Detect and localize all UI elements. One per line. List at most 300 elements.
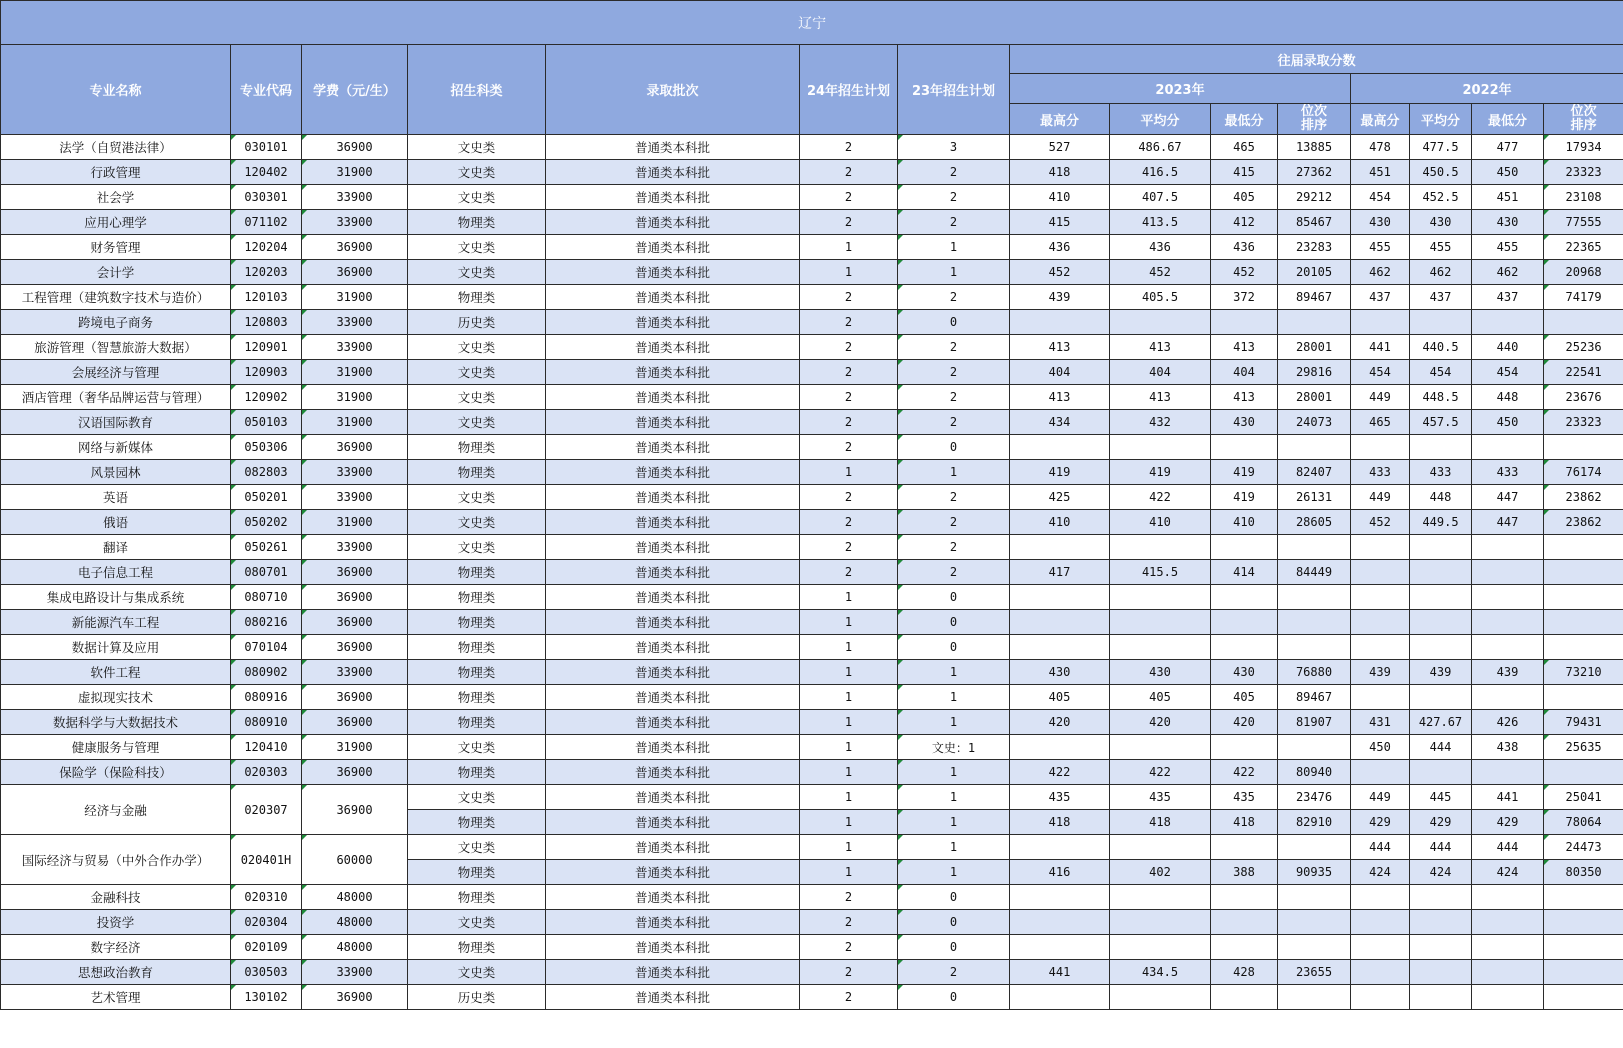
avg-2023-cell: 415.5 <box>1110 560 1211 585</box>
rank-2022-cell: 23862 <box>1544 510 1623 535</box>
tuition-cell: 36900 <box>302 235 408 260</box>
category-cell: 物理类 <box>408 610 546 635</box>
rank-2023-cell: 82407 <box>1278 460 1351 485</box>
avg-2023-cell <box>1110 610 1211 635</box>
plan-23-cell: 0 <box>898 435 1010 460</box>
rank-2022-cell <box>1544 635 1623 660</box>
avg-2022-cell: 440.5 <box>1410 335 1472 360</box>
max-2022-cell: 449 <box>1351 785 1410 810</box>
avg-2022-cell <box>1410 685 1472 710</box>
min-2022-cell: 454 <box>1472 360 1544 385</box>
min-2023-cell <box>1211 535 1278 560</box>
plan-24-cell: 1 <box>800 810 898 835</box>
rank-2022-cell <box>1544 610 1623 635</box>
rank-2023-cell <box>1278 635 1351 660</box>
avg-2022-cell: 424 <box>1410 860 1472 885</box>
min-2023-cell: 422 <box>1211 760 1278 785</box>
major-name-cell: 财务管理 <box>1 235 231 260</box>
max-2023-cell <box>1010 885 1110 910</box>
avg-2023-cell: 434.5 <box>1110 960 1211 985</box>
max-2022-cell: 452 <box>1351 510 1410 535</box>
major-code-cell: 120402 <box>231 160 302 185</box>
avg-2023-cell <box>1110 985 1211 1010</box>
category-cell: 文史类 <box>408 260 546 285</box>
plan-23-cell: 1 <box>898 860 1010 885</box>
batch-cell: 普通类本科批 <box>546 710 800 735</box>
major-code-cell: 080910 <box>231 710 302 735</box>
rank-2023-cell: 28001 <box>1278 385 1351 410</box>
min-2023-cell <box>1211 985 1278 1010</box>
plan-24-cell: 2 <box>800 185 898 210</box>
min-2023-cell: 388 <box>1211 860 1278 885</box>
batch-cell: 普通类本科批 <box>546 235 800 260</box>
table-header <box>1 1 1623 135</box>
batch-cell: 普通类本科批 <box>546 435 800 460</box>
table-row <box>1 235 1623 260</box>
major-code-cell: 120902 <box>231 385 302 410</box>
max-2022-cell: 462 <box>1351 260 1410 285</box>
tuition-cell: 48000 <box>302 935 408 960</box>
avg-2023-cell: 420 <box>1110 710 1211 735</box>
rank-2023-cell: 85467 <box>1278 210 1351 235</box>
table-row <box>1 335 1623 360</box>
header-max-2022: 最高分 <box>1351 104 1410 135</box>
rank-2023-cell <box>1278 310 1351 335</box>
avg-2023-cell <box>1110 735 1211 760</box>
rank-2023-cell <box>1278 835 1351 860</box>
header-plan-23: 23年招生计划 <box>898 45 1010 135</box>
batch-cell: 普通类本科批 <box>546 635 800 660</box>
plan-23-cell: 1 <box>898 785 1010 810</box>
avg-2023-cell: 422 <box>1110 485 1211 510</box>
max-2022-cell: 478 <box>1351 135 1410 160</box>
avg-2022-cell: 429 <box>1410 810 1472 835</box>
major-code-cell: 020304 <box>231 910 302 935</box>
batch-cell: 普通类本科批 <box>546 410 800 435</box>
max-2022-cell <box>1351 960 1410 985</box>
rank-2023-cell: 27362 <box>1278 160 1351 185</box>
major-code-cell: 080216 <box>231 610 302 635</box>
tuition-cell: 33900 <box>302 960 408 985</box>
plan-23-cell: 2 <box>898 185 1010 210</box>
rank-label-line1: 位次 <box>1300 104 1327 119</box>
max-2022-cell: 439 <box>1351 660 1410 685</box>
header-year-2023: 2023年 <box>1010 74 1351 104</box>
major-name-cell: 社会学 <box>1 185 231 210</box>
batch-cell: 普通类本科批 <box>546 835 800 860</box>
max-2023-cell <box>1010 435 1110 460</box>
major-code-cell: 070104 <box>231 635 302 660</box>
rank-2022-cell <box>1544 910 1623 935</box>
plan-23-cell: 1 <box>898 685 1010 710</box>
min-2022-cell <box>1472 435 1544 460</box>
major-name-cell: 网络与新媒体 <box>1 435 231 460</box>
max-2022-cell: 433 <box>1351 460 1410 485</box>
category-cell: 文史类 <box>408 485 546 510</box>
table-row <box>1 660 1623 685</box>
batch-cell: 普通类本科批 <box>546 360 800 385</box>
avg-2023-cell: 432 <box>1110 410 1211 435</box>
avg-2022-cell <box>1410 935 1472 960</box>
rank-2023-cell: 29816 <box>1278 360 1351 385</box>
rank-2022-cell <box>1544 310 1623 335</box>
header-year-2022: 2022年 <box>1351 74 1623 104</box>
min-2023-cell: 428 <box>1211 960 1278 985</box>
rank-2022-cell: 22365 <box>1544 235 1623 260</box>
rank-2022-cell: 23323 <box>1544 410 1623 435</box>
major-code-cell: 130102 <box>231 985 302 1010</box>
rank-2023-cell <box>1278 910 1351 935</box>
plan-24-cell: 2 <box>800 210 898 235</box>
category-cell: 历史类 <box>408 310 546 335</box>
tuition-cell: 31900 <box>302 510 408 535</box>
plan-23-cell: 2 <box>898 160 1010 185</box>
major-code-cell: 120203 <box>231 260 302 285</box>
min-2023-cell <box>1211 835 1278 860</box>
table-row <box>1 560 1623 585</box>
tuition-cell: 33900 <box>302 335 408 360</box>
plan-24-cell: 1 <box>800 860 898 885</box>
rank-2023-cell: 23655 <box>1278 960 1351 985</box>
batch-cell: 普通类本科批 <box>546 160 800 185</box>
batch-cell: 普通类本科批 <box>546 535 800 560</box>
max-2023-cell <box>1010 535 1110 560</box>
rank-2023-cell: 89467 <box>1278 685 1351 710</box>
major-code-cell: 120103 <box>231 285 302 310</box>
avg-2022-cell <box>1410 310 1472 335</box>
tuition-cell: 36900 <box>302 135 408 160</box>
batch-cell: 普通类本科批 <box>546 185 800 210</box>
min-2022-cell: 444 <box>1472 835 1544 860</box>
min-2023-cell: 419 <box>1211 485 1278 510</box>
tuition-cell: 31900 <box>302 385 408 410</box>
min-2022-cell: 448 <box>1472 385 1544 410</box>
max-2023-cell <box>1010 310 1110 335</box>
major-code-cell: 030503 <box>231 960 302 985</box>
category-cell: 文史类 <box>408 335 546 360</box>
major-name-cell: 汉语国际教育 <box>1 410 231 435</box>
max-2023-cell <box>1010 910 1110 935</box>
min-2022-cell: 424 <box>1472 860 1544 885</box>
tuition-cell: 31900 <box>302 285 408 310</box>
batch-cell: 普通类本科批 <box>546 210 800 235</box>
batch-cell: 普通类本科批 <box>546 385 800 410</box>
tuition-cell: 36900 <box>302 435 408 460</box>
table-row <box>1 585 1623 610</box>
avg-2022-cell: 454 <box>1410 360 1472 385</box>
province-title: 辽宁 <box>1 1 1623 45</box>
batch-cell: 普通类本科批 <box>546 960 800 985</box>
tuition-cell: 33900 <box>302 185 408 210</box>
max-2023-cell: 416 <box>1010 860 1110 885</box>
plan-24-cell: 2 <box>800 310 898 335</box>
max-2023-cell: 452 <box>1010 260 1110 285</box>
major-code-cell: 020307 <box>231 785 302 835</box>
max-2022-cell: 424 <box>1351 860 1410 885</box>
avg-2023-cell: 405.5 <box>1110 285 1211 310</box>
category-cell: 物理类 <box>408 285 546 310</box>
tuition-cell: 33900 <box>302 535 408 560</box>
rank-2023-cell: 80940 <box>1278 760 1351 785</box>
rank-2023-cell <box>1278 585 1351 610</box>
plan-24-cell: 1 <box>800 460 898 485</box>
plan-24-cell: 2 <box>800 435 898 460</box>
header-plan-24: 24年招生计划 <box>800 45 898 135</box>
major-name-cell: 数据科学与大数据技术 <box>1 710 231 735</box>
max-2023-cell: 410 <box>1010 510 1110 535</box>
batch-cell: 普通类本科批 <box>546 810 800 835</box>
avg-2023-cell: 410 <box>1110 510 1211 535</box>
plan-24-cell: 2 <box>800 485 898 510</box>
rank-2022-cell <box>1544 885 1623 910</box>
plan-23-cell: 1 <box>898 810 1010 835</box>
rank-2022-cell: 22541 <box>1544 360 1623 385</box>
min-2022-cell <box>1472 960 1544 985</box>
plan-24-cell: 1 <box>800 635 898 660</box>
major-code-cell: 050261 <box>231 535 302 560</box>
min-2022-cell: 437 <box>1472 285 1544 310</box>
max-2023-cell: 435 <box>1010 785 1110 810</box>
tuition-cell: 36900 <box>302 760 408 785</box>
tuition-cell: 33900 <box>302 660 408 685</box>
plan-23-cell: 2 <box>898 360 1010 385</box>
plan-23-cell: 0 <box>898 910 1010 935</box>
max-2022-cell: 430 <box>1351 210 1410 235</box>
min-2022-cell: 477 <box>1472 135 1544 160</box>
plan-24-cell: 2 <box>800 410 898 435</box>
rank-2022-cell <box>1544 985 1623 1010</box>
max-2022-cell: 444 <box>1351 835 1410 860</box>
max-2022-cell <box>1351 635 1410 660</box>
tuition-cell: 31900 <box>302 160 408 185</box>
max-2023-cell: 410 <box>1010 185 1110 210</box>
plan-24-cell: 1 <box>800 660 898 685</box>
plan-24-cell: 1 <box>800 610 898 635</box>
rank-2023-cell: 76880 <box>1278 660 1351 685</box>
category-cell: 文史类 <box>408 410 546 435</box>
rank-2023-cell: 84449 <box>1278 560 1351 585</box>
min-2023-cell: 452 <box>1211 260 1278 285</box>
category-cell: 文史类 <box>408 185 546 210</box>
rank-2023-cell: 24073 <box>1278 410 1351 435</box>
plan-23-cell: 2 <box>898 485 1010 510</box>
max-2022-cell: 437 <box>1351 285 1410 310</box>
major-name-cell: 电子信息工程 <box>1 560 231 585</box>
max-2022-cell <box>1351 885 1410 910</box>
batch-cell: 普通类本科批 <box>546 660 800 685</box>
max-2022-cell <box>1351 435 1410 460</box>
min-2023-cell: 419 <box>1211 460 1278 485</box>
plan-24-cell: 1 <box>800 835 898 860</box>
avg-2023-cell: 413 <box>1110 385 1211 410</box>
plan-24-cell: 1 <box>800 760 898 785</box>
header-min-2023: 最低分 <box>1211 104 1278 135</box>
tuition-cell: 36900 <box>302 585 408 610</box>
max-2023-cell: 527 <box>1010 135 1110 160</box>
rank-2023-cell: 26131 <box>1278 485 1351 510</box>
max-2023-cell <box>1010 835 1110 860</box>
avg-2023-cell: 404 <box>1110 360 1211 385</box>
rank-2022-cell: 76174 <box>1544 460 1623 485</box>
max-2023-cell: 430 <box>1010 660 1110 685</box>
batch-cell: 普通类本科批 <box>546 910 800 935</box>
tuition-cell: 36900 <box>302 785 408 835</box>
table-row <box>1 610 1623 635</box>
header-min-2022: 最低分 <box>1472 104 1544 135</box>
plan-23-cell: 0 <box>898 885 1010 910</box>
avg-2023-cell: 419 <box>1110 460 1211 485</box>
plan-24-cell: 2 <box>800 385 898 410</box>
rank-2023-cell <box>1278 735 1351 760</box>
avg-2023-cell <box>1110 910 1211 935</box>
plan-23-cell: 文史：1 <box>898 735 1010 760</box>
category-cell: 文史类 <box>408 835 546 860</box>
avg-2022-cell: 477.5 <box>1410 135 1472 160</box>
min-2023-cell <box>1211 935 1278 960</box>
plan-23-cell: 2 <box>898 510 1010 535</box>
avg-2023-cell <box>1110 535 1211 560</box>
rank-2022-cell: 25236 <box>1544 335 1623 360</box>
max-2023-cell: 404 <box>1010 360 1110 385</box>
max-2023-cell: 419 <box>1010 460 1110 485</box>
min-2023-cell: 404 <box>1211 360 1278 385</box>
avg-2022-cell: 427.67 <box>1410 710 1472 735</box>
avg-2022-cell: 433 <box>1410 460 1472 485</box>
rank-2022-cell: 23323 <box>1544 160 1623 185</box>
major-code-cell: 120901 <box>231 335 302 360</box>
plan-24-cell: 1 <box>800 710 898 735</box>
tuition-cell: 31900 <box>302 360 408 385</box>
category-cell: 物理类 <box>408 635 546 660</box>
rank-2022-cell: 24473 <box>1544 835 1623 860</box>
rank-2023-cell: 90935 <box>1278 860 1351 885</box>
rank-2022-cell: 23676 <box>1544 385 1623 410</box>
max-2023-cell: 439 <box>1010 285 1110 310</box>
rank-2022-cell: 25635 <box>1544 735 1623 760</box>
table-row <box>1 935 1623 960</box>
avg-2022-cell <box>1410 435 1472 460</box>
plan-24-cell: 1 <box>800 735 898 760</box>
avg-2023-cell: 407.5 <box>1110 185 1211 210</box>
major-code-cell: 080710 <box>231 585 302 610</box>
rank-2022-cell: 77555 <box>1544 210 1623 235</box>
rank-2022-cell: 73210 <box>1544 660 1623 685</box>
major-code-cell: 050202 <box>231 510 302 535</box>
major-code-cell: 080701 <box>231 560 302 585</box>
min-2023-cell: 413 <box>1211 335 1278 360</box>
table-row <box>1 285 1623 310</box>
tuition-cell: 48000 <box>302 910 408 935</box>
min-2022-cell: 429 <box>1472 810 1544 835</box>
major-code-cell: 080916 <box>231 685 302 710</box>
category-cell: 文史类 <box>408 385 546 410</box>
category-cell: 物理类 <box>408 210 546 235</box>
major-code-cell: 020303 <box>231 760 302 785</box>
plan-23-cell: 3 <box>898 135 1010 160</box>
plan-24-cell: 2 <box>800 910 898 935</box>
plan-23-cell: 2 <box>898 285 1010 310</box>
major-name-cell: 翻译 <box>1 535 231 560</box>
category-cell: 文史类 <box>408 160 546 185</box>
plan-23-cell: 0 <box>898 635 1010 660</box>
batch-cell: 普通类本科批 <box>546 260 800 285</box>
max-2022-cell: 451 <box>1351 160 1410 185</box>
rank-2023-cell: 13885 <box>1278 135 1351 160</box>
category-cell: 文史类 <box>408 535 546 560</box>
plan-24-cell: 2 <box>800 985 898 1010</box>
min-2022-cell <box>1472 935 1544 960</box>
min-2022-cell: 440 <box>1472 335 1544 360</box>
avg-2023-cell: 413.5 <box>1110 210 1211 235</box>
avg-2022-cell: 445 <box>1410 785 1472 810</box>
major-code-cell: 050201 <box>231 485 302 510</box>
avg-2023-cell <box>1110 885 1211 910</box>
plan-23-cell: 2 <box>898 385 1010 410</box>
plan-23-cell: 1 <box>898 460 1010 485</box>
tuition-cell: 33900 <box>302 460 408 485</box>
major-name-cell: 数字经济 <box>1 935 231 960</box>
avg-2023-cell: 405 <box>1110 685 1211 710</box>
min-2023-cell <box>1211 310 1278 335</box>
avg-2022-cell <box>1410 535 1472 560</box>
rank-2023-cell <box>1278 535 1351 560</box>
min-2022-cell: 447 <box>1472 485 1544 510</box>
max-2023-cell: 436 <box>1010 235 1110 260</box>
major-code-cell: 071102 <box>231 210 302 235</box>
rank-2023-cell: 81907 <box>1278 710 1351 735</box>
avg-2023-cell <box>1110 935 1211 960</box>
major-name-cell: 行政管理 <box>1 160 231 185</box>
major-name-cell: 法学（自贸港法律） <box>1 135 231 160</box>
plan-23-cell: 2 <box>898 560 1010 585</box>
max-2023-cell <box>1010 735 1110 760</box>
tuition-cell: 31900 <box>302 410 408 435</box>
batch-cell: 普通类本科批 <box>546 785 800 810</box>
max-2023-cell <box>1010 985 1110 1010</box>
table-row <box>1 960 1623 985</box>
rank-2022-cell: 17934 <box>1544 135 1623 160</box>
tuition-cell: 31900 <box>302 735 408 760</box>
avg-2023-cell: 435 <box>1110 785 1211 810</box>
avg-2022-cell: 444 <box>1410 735 1472 760</box>
min-2023-cell <box>1211 910 1278 935</box>
min-2023-cell: 415 <box>1211 160 1278 185</box>
category-cell: 文史类 <box>408 910 546 935</box>
major-name-cell: 风景园林 <box>1 460 231 485</box>
major-code-cell: 120903 <box>231 360 302 385</box>
min-2022-cell: 426 <box>1472 710 1544 735</box>
max-2022-cell: 449 <box>1351 485 1410 510</box>
max-2023-cell: 434 <box>1010 410 1110 435</box>
major-name-cell: 工程管理（建筑数字技术与造价） <box>1 285 231 310</box>
min-2022-cell: 462 <box>1472 260 1544 285</box>
plan-23-cell: 0 <box>898 585 1010 610</box>
major-code-cell: 082803 <box>231 460 302 485</box>
plan-24-cell: 1 <box>800 260 898 285</box>
max-2023-cell <box>1010 935 1110 960</box>
min-2023-cell <box>1211 885 1278 910</box>
avg-2022-cell: 448.5 <box>1410 385 1472 410</box>
max-2023-cell: 441 <box>1010 960 1110 985</box>
avg-2023-cell: 422 <box>1110 760 1211 785</box>
major-name-cell: 艺术管理 <box>1 985 231 1010</box>
avg-2022-cell: 439 <box>1410 660 1472 685</box>
header-past-scores: 往届录取分数 <box>1010 45 1623 74</box>
avg-2022-cell: 450.5 <box>1410 160 1472 185</box>
table-row <box>1 785 1623 810</box>
max-2022-cell <box>1351 685 1410 710</box>
table-row <box>1 710 1623 735</box>
